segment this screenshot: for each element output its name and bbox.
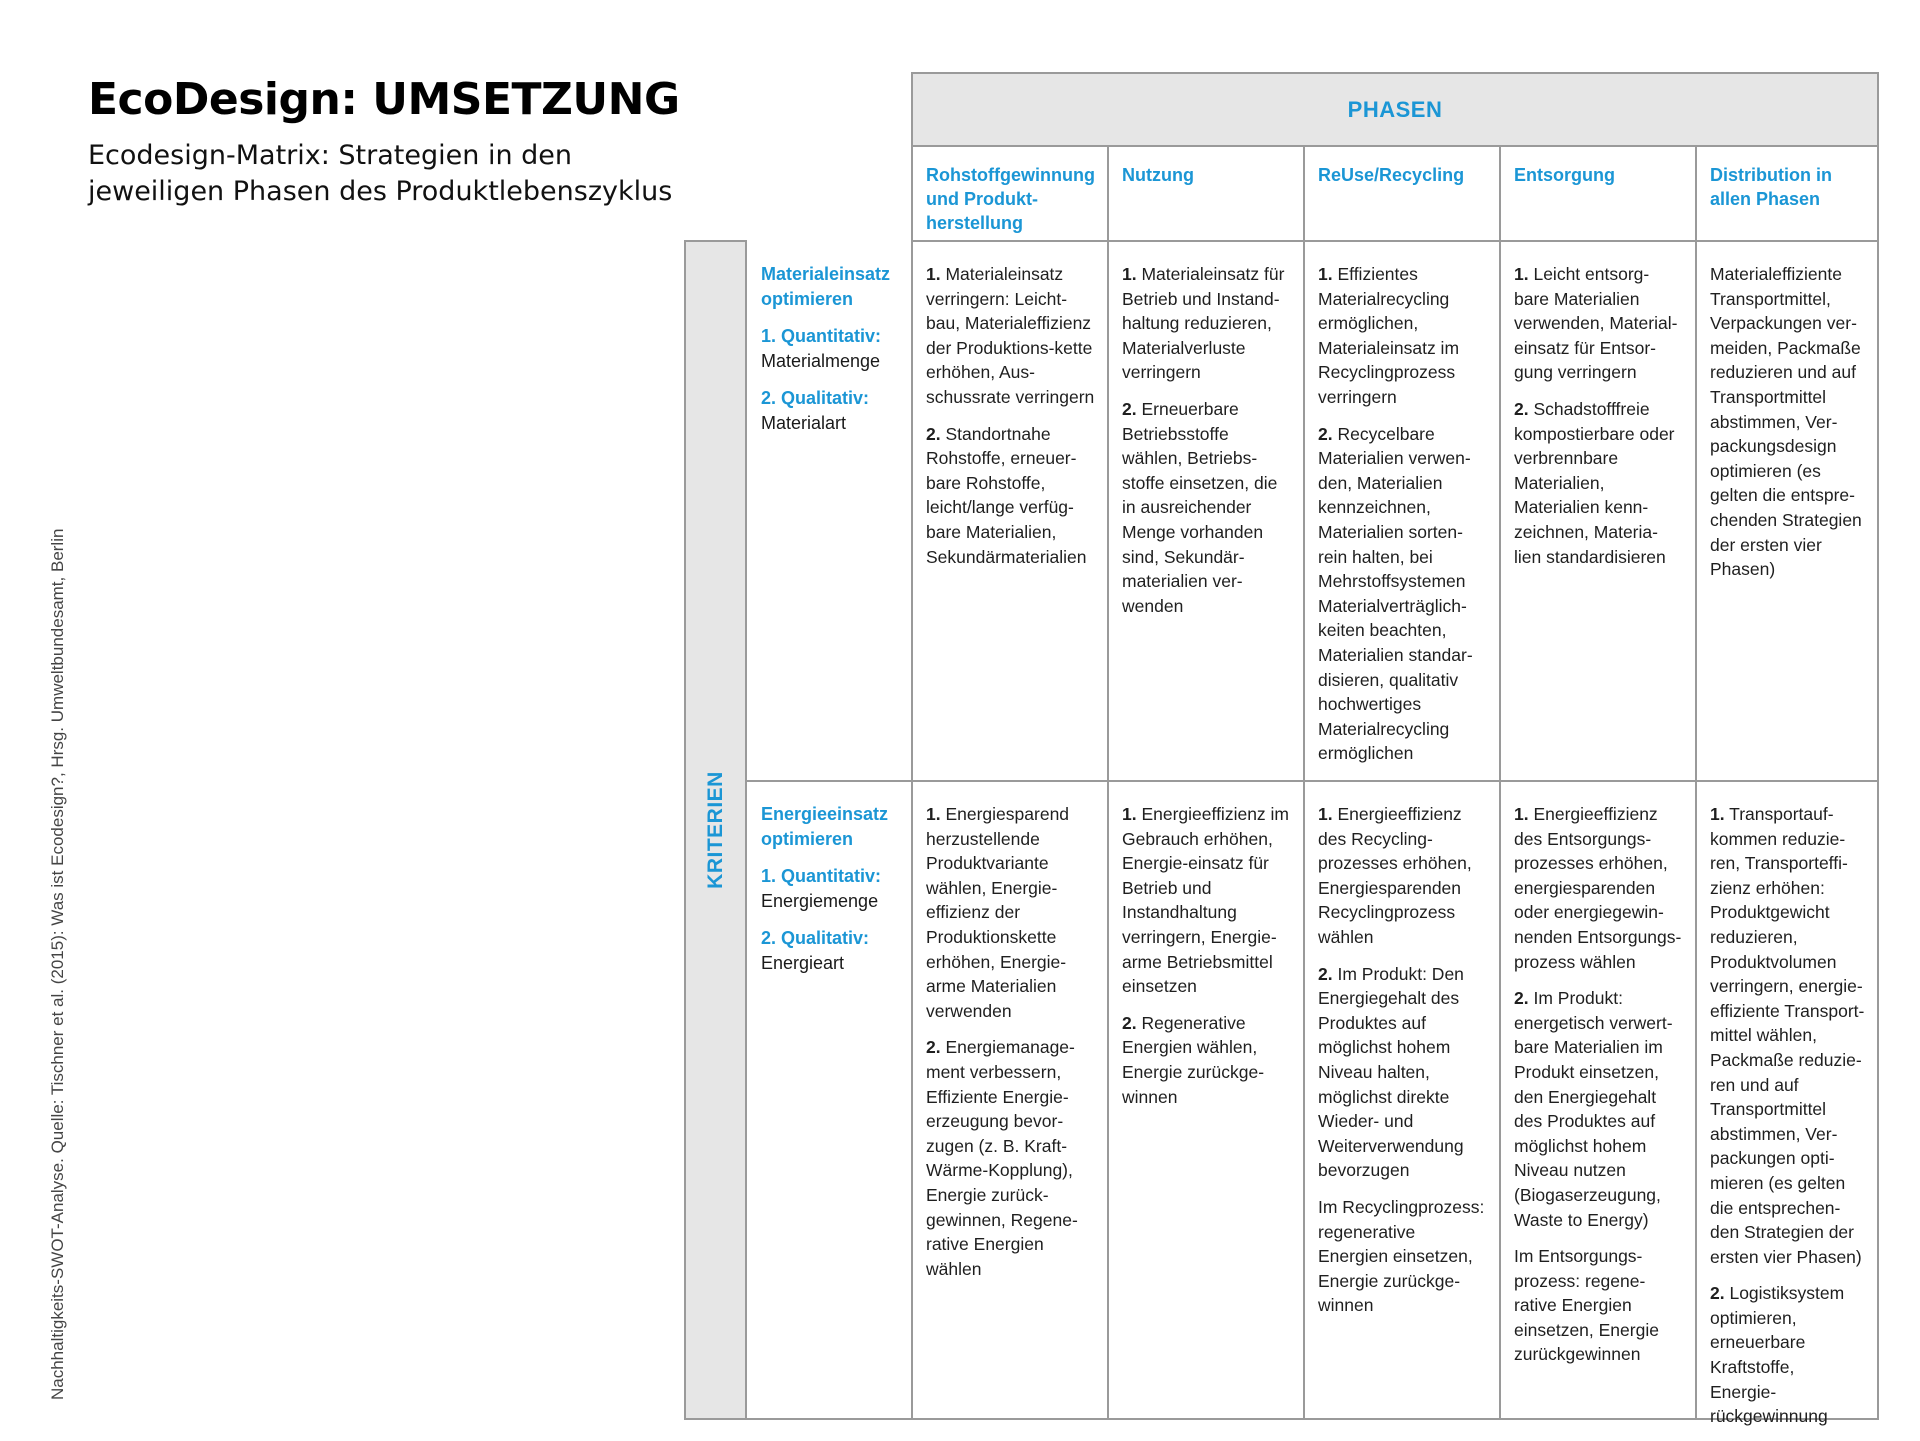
item-text: Energieeffizienz des Recycling-prozesses erhöhen, Energiesparenden Recyclingprozess wählen — [1318, 804, 1472, 947]
item-text: Im Recyclingprozess: regenerative Energien einsetzen, Energie zurückge-winnen — [1318, 1196, 1485, 1316]
item-text: Logistiksystem optimieren, erneuerbare Kraftstoffe, Energie-rückgewinnung — [1710, 1283, 1845, 1427]
criteria-q1-label: 1. Quantitativ: — [761, 866, 882, 886]
item-text: Energiesparend herzustellende Produktvariante wählen, Energie-effizienz der Produktionskette erhöhen, Energie-arme Materialien verwenden — [926, 804, 1070, 1021]
item-number: 1. — [1514, 804, 1529, 824]
item-text: Transportauf-kommen reduzie-ren, Transporteffi-zienz erhöhen: Produktgewicht reduzieren, Produktvolumen verringern, energie-effiziente Transport-mittel wählen, Packmaße reduzie-ren und auf Transportmittel abstimmen, Ver-packungen opti-mieren (es gelten die entsprechen-den Strategien der ersten vier Phasen) — [1710, 804, 1865, 1267]
criteria-q2-label: 2. Qualitativ: — [761, 388, 870, 408]
item-number: 2. — [1318, 963, 1333, 984]
item-text: Energiemanage-ment verbessern, Effiziente Energie-erzeugung bevor-zugen (z. B. Kraft-Wärme-Kopplung), Energie zurück-gewinnen, Regene-rative Energien wählen — [926, 1037, 1078, 1279]
item-text: Standortnahe Rohstoffe, erneuer-bare Rohstoffe, leicht/lange verfüg-bare Materialien, Sekundärmaterialien — [926, 423, 1087, 567]
phase-header-distribution: Distribution in allen Phasen — [1710, 165, 1832, 209]
grid-line — [1877, 72, 1879, 1420]
criteria-q1-value: Energiemenge — [761, 891, 879, 911]
criteria-q2-value: Materialart — [761, 413, 847, 433]
cell-energie-recycling — [1305, 782, 1499, 1330]
cell-material-distribution — [1697, 242, 1877, 594]
item-number: 1. — [1514, 264, 1529, 284]
cell-material-rohstoff — [913, 242, 1107, 581]
item-number: 2. — [1318, 423, 1333, 444]
item-number: 1. — [1318, 264, 1333, 284]
phasen-header: PHASEN — [911, 72, 1879, 147]
item-text: Energieeffizienz im Gebrauch erhöhen, Energie-einsatz für Betrieb und Instandhaltung verringern, Energie-arme Betriebsmittel einsetzen — [1122, 804, 1289, 997]
phase-header-entsorgung: Entsorgung — [1514, 165, 1615, 185]
page-title: EcoDesign: UMSETZUNG — [88, 74, 680, 125]
item-text: Schadstofffreie kompostierbare oder verbrennbare Materialien, Materialien kenn-zeichnen, Materia-lien standardisieren — [1514, 398, 1675, 567]
item-text: Leicht entsorg-bare Materialien verwenden, Material-einsatz für Entsor-gung verringern — [1514, 264, 1678, 383]
item-text: Erneuerbare Betriebsstoffe wählen, Betriebs-stoffe einsetzen, die in ausreichender Menge vorhanden sind, Sekundär-materialien ver-wenden — [1122, 398, 1278, 616]
item-number: 1. — [1710, 804, 1725, 824]
source-note: Nachhaltigkeits-SWOT-Analyse. Quelle: Tischner et al. (2015): Was ist Ecodesign?, Hrsg. Umweltbundesamt, Berlin — [48, 528, 67, 1400]
item-number: 1. — [926, 804, 941, 824]
phase-header-nutzung: Nutzung — [1122, 165, 1194, 185]
criteria-q1-value: Materialmenge — [761, 351, 881, 371]
item-number: 2. — [1122, 1012, 1137, 1033]
criteria-material — [749, 242, 911, 780]
item-text: Materialeinsatz für Betrieb und Instand-haltung reduzieren, Materialverluste verringern — [1122, 264, 1285, 383]
item-number: 2. — [1514, 398, 1529, 419]
criteria-title: Materialeinsatz optimieren — [761, 264, 891, 309]
criteria-q1-label: 1. Quantitativ: — [761, 326, 882, 346]
cell-material-entsorgung — [1501, 242, 1695, 581]
item-text: Recycelbare Materialien verwen-den, Materialien kennzeichnen, Materialien sorten-rein halten, bei Mehrstoffsystemen Materialverträglich-keiten beachten, Materialien standar-disieren, qualitativ hochwertiges Materialrecycling ermöglichen — [1318, 423, 1473, 764]
kriterien-label: KRITERIEN — [703, 771, 727, 889]
criteria-q2-value: Energieart — [761, 953, 845, 973]
page-subtitle: Ecodesign-Matrix: Strategien in den jeweiligen Phasen des Produktlebenszyklus — [88, 140, 673, 207]
item-text: Materialeffiziente Transportmittel, Verpackungen ver-meiden, Packmaße reduzieren und auf Transportmittel abstimmen, Ver-packungsdesign optimieren (es gelten die entspre-chenden Strategien der ersten vier Phasen) — [1710, 264, 1862, 580]
cell-energie-rohstoff — [913, 782, 1107, 1293]
phase-header-rohstoff: Rohstoffgewinnung und Produkt-herstellung — [926, 165, 1095, 233]
phase-header-recycling: ReUse/Recycling — [1318, 165, 1465, 185]
item-text: Energieeffizienz des Entsorgungs-prozesses erhöhen, energiesparenden oder energiegewin-nenden Entsorgungs-prozess wählen — [1514, 804, 1682, 972]
cell-energie-distribution — [1697, 782, 1877, 1441]
cell-energie-nutzung — [1109, 782, 1303, 1121]
item-number: 1. — [1122, 804, 1137, 824]
item-number: 2. — [926, 423, 941, 444]
cell-material-recycling — [1305, 242, 1499, 778]
kriterien-sidebar — [684, 240, 747, 1420]
item-text: Materialeinsatz verringern: Leicht-bau, Materialeffizienz der Produktions-kette erhöhen, Aus-schussrate verringern — [926, 264, 1095, 407]
item-number: 2. — [1710, 1283, 1725, 1304]
item-number: 2. — [926, 1037, 941, 1058]
item-text: Im Produkt: Den Energiegehalt des Produktes auf möglichst hohem Niveau halten, möglichst direkte Wieder- und Weiterverwendung bevorzugen — [1318, 963, 1464, 1181]
item-number: 1. — [1122, 264, 1137, 284]
item-number: 2. — [1514, 988, 1529, 1009]
item-number: 1. — [926, 264, 941, 284]
criteria-energie — [749, 782, 911, 1418]
item-text: Im Entsorgungs-prozess: regene-rative Energien einsetzen, Energie zurückgewinnen — [1514, 1246, 1659, 1365]
criteria-q2-label: 2. Qualitativ: — [761, 928, 870, 948]
criteria-title: Energieeinsatz optimieren — [761, 804, 889, 849]
item-text: Im Produkt: energetisch verwert-bare Materialien im Produkt einsetzen, den Energiegehalt des Produktes auf möglichst hohem Niveau nutzen (Biogaserzeugung, Waste to Energy) — [1514, 988, 1673, 1230]
item-number: 2. — [1122, 398, 1137, 419]
item-number: 1. — [1318, 804, 1333, 824]
cell-material-nutzung — [1109, 242, 1303, 630]
item-text: Effizientes Materialrecycling ermöglichen, Materialeinsatz im Recyclingprozess verringern — [1318, 264, 1460, 407]
cell-energie-entsorgung — [1501, 782, 1695, 1379]
item-text: Regenerative Energien wählen, Energie zurückge-winnen — [1122, 1012, 1265, 1107]
